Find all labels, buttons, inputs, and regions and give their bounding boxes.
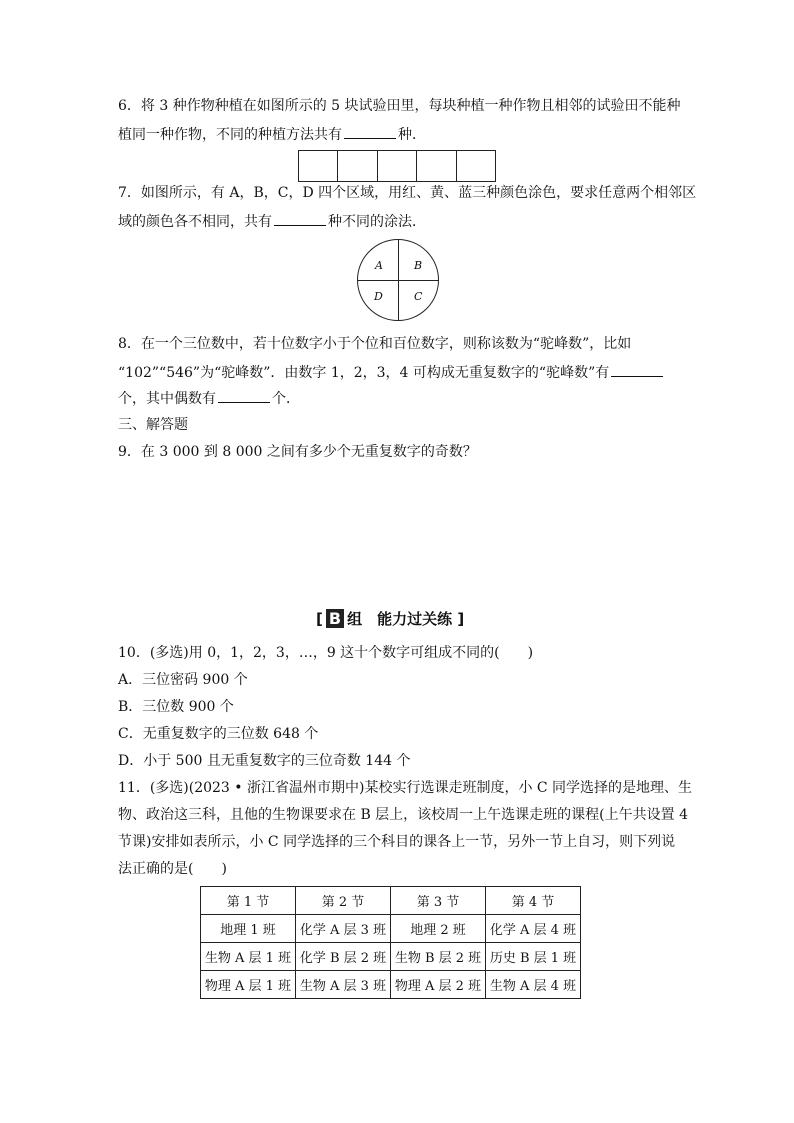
- table-row: [201, 915, 581, 943]
- region-label-d: D: [374, 290, 383, 303]
- region-circle-figure: [357, 239, 439, 321]
- field-cell: [416, 151, 455, 181]
- q10-stem: 10．(多选)用 0，1，2，3，…，9 这十个数字可组成不同的( ): [118, 645, 534, 661]
- table-cell: 历史 B 层 1 班: [486, 943, 581, 971]
- circle-vertical-divider: [398, 240, 399, 320]
- table-cell: 地理 2 班: [391, 915, 486, 943]
- q6-line2-pre: 植同一种作物，不同的种植方法共有: [118, 127, 342, 143]
- table-cell: 生物 A 层 4 班: [486, 971, 581, 999]
- q6-line2: [118, 124, 426, 145]
- q6-line2-post: 种．: [398, 127, 426, 143]
- schedule-table: [200, 886, 581, 999]
- table-row: [201, 943, 581, 971]
- field-cell: [337, 151, 376, 181]
- q7-line2: [118, 211, 426, 232]
- q11-line1: 11．(多选)(2023 • 浙江省温州市期中)某校实行选课走班制度，小 C 同学选择的是地理、生: [118, 780, 693, 796]
- table-row: [201, 971, 581, 999]
- q8-line3: [118, 388, 300, 409]
- q6-line1: 6．将 3 种作物种植在如图所示的 5 块试验田里，每块种植一种作物且相邻的试验田不能种: [118, 98, 681, 114]
- q10-option-b: B．三位数 900 个: [118, 699, 234, 715]
- table-header-cell: 第 2 节: [296, 887, 391, 915]
- table-cell: 化学 B 层 2 班: [296, 943, 391, 971]
- region-label-b: B: [414, 259, 423, 272]
- table-header-cell: 第 1 节: [201, 887, 296, 915]
- q8-answer-blank-2: [218, 388, 270, 403]
- q11-line3: 节课)安排如表所示，小 C 同学选择的三个科目的课各上一节，另外一节上自习，则下列说: [118, 834, 676, 850]
- q10-option-d: D．小于 500 且无重复数字的三位奇数 144 个: [118, 753, 411, 769]
- q11-line4: 法正确的是( ): [118, 861, 227, 877]
- group-b-bracket-right: ]: [457, 610, 465, 628]
- q11-line2: 物、政治这三科，且他的生物课要求在 B 层上，该校周一上午选课走班的课程(上午共设置 4: [118, 807, 689, 823]
- q8-line2: [118, 362, 665, 383]
- group-b-title: 组 能力过关练: [347, 610, 453, 628]
- field-cell: [299, 151, 337, 181]
- table-cell: 化学 A 层 3 班: [296, 915, 391, 943]
- region-label-c: C: [414, 290, 423, 303]
- table-header-row: [201, 887, 581, 915]
- q8-line1: 8．在一个三位数中，若十位数字小于个位和百位数字，则称该数为“驼峰数”，比如: [118, 336, 632, 352]
- q6-answer-blank: [344, 124, 396, 139]
- q10-option-c: C．无重复数字的三位数 648 个: [118, 726, 319, 742]
- table-cell: 物理 A 层 1 班: [201, 971, 296, 999]
- table-cell: 生物 A 层 1 班: [201, 943, 296, 971]
- table-header-cell: 第 4 节: [486, 887, 581, 915]
- table-cell: 物理 A 层 2 班: [391, 971, 486, 999]
- group-b-letter: B: [326, 609, 344, 628]
- q7-line2-pre: 域的颜色各不相同，共有: [118, 214, 272, 230]
- field-cell: [377, 151, 416, 181]
- q10-option-a: A．三位密码 900 个: [118, 672, 248, 688]
- group-b-bracket-left: [: [316, 610, 323, 628]
- q8-line3-pre: 个，其中偶数有: [118, 391, 216, 407]
- field-grid-figure: [298, 150, 496, 182]
- table-cell: 化学 A 层 4 班: [486, 915, 581, 943]
- field-cell: [456, 151, 495, 181]
- q8-line3-post: 个．: [272, 391, 300, 407]
- table-cell: 生物 B 层 2 班: [391, 943, 486, 971]
- section-heading: 三、解答题: [118, 417, 188, 433]
- q9-text: 9．在 3 000 到 8 000 之间有多少个无重复数字的奇数？: [118, 444, 477, 460]
- q7-line1: 7．如图所示，有 A，B，C，D 四个区域，用红、黄、蓝三种颜色涂色，要求任意两个相邻区: [118, 185, 697, 201]
- q7-answer-blank: [274, 211, 326, 226]
- table-header-cell: 第 3 节: [391, 887, 486, 915]
- table-cell: 地理 1 班: [201, 915, 296, 943]
- group-b-heading: [316, 608, 464, 629]
- region-label-a: A: [375, 259, 383, 272]
- table-cell: 生物 A 层 3 班: [296, 971, 391, 999]
- q7-line2-post: 种不同的涂法．: [328, 214, 426, 230]
- q8-line2-pre: “102”“546”为“驼峰数”．由数字 1，2，3，4 可构成无重复数字的“驼峰数”有: [118, 365, 610, 381]
- q8-answer-blank-1: [611, 362, 663, 377]
